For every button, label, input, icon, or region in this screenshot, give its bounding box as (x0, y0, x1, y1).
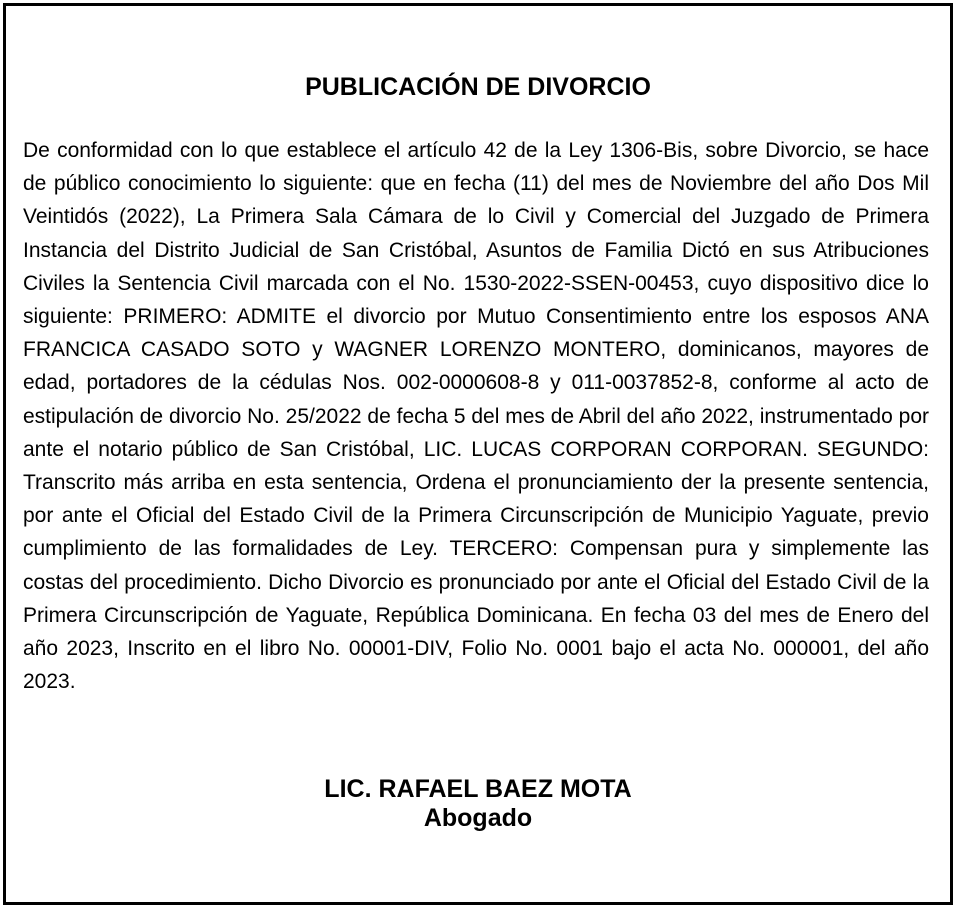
notice-title: PUBLICACIÓN DE DIVORCIO (305, 73, 651, 101)
signature-role: Abogado (423, 804, 533, 832)
notice-frame (3, 3, 953, 905)
signature-name: LIC. RAFAEL BAEZ MOTA (324, 775, 632, 803)
signature-block (6, 774, 950, 832)
notice-body: De conformidad con lo que establece el artículo 42 de la Ley 1306-Bis, sobre Divorcio, se hace de público conocimiento lo siguiente: que en fecha (11) del mes de Noviembre del año Dos Mil Veintidós (2022), La Primera Sala Cámara de lo Civil y Comercial del Juzgado de Primera Instancia del Distrito Judicial de San Cristóbal, Asuntos de Familia Dictó en sus Atribuciones Civiles la Sentencia Civil marcada con el No. 1530-2022-SSEN-00453, cuyo dispositivo dice lo siguiente: PRIMERO: ADMITE el divorcio por Mutuo Consentimiento entre los esposos ANA FRANCICA CASADO SOTO y WAGNER LORENZO MONTERO, dominicanos, mayores de edad, portadores de la cédulas Nos. 002-0000608-8 y 011-0037852-8, conforme al acto de estipulación de divorcio No. 25/2022 de fecha 5 del mes de Abril del año 2022, instrumentado por ante el notario público de San Cristóbal, LIC. LUCAS CORPORAN CORPORAN. SEGUNDO: Transcrito más arriba en esta sentencia, Ordena el pronunciamiento der la presente sentencia, por ante el Oficial del Estado Civil de la Primera Circunscripción de Municipio Yaguate, previo cumplimiento de las formalidades de Ley. TERCERO: Compensan pura y simplemente las costas del procedimiento. Dicho Divorcio es pronunciado por ante el Oficial del Estado Civil de la Primera Circunscripción de Yaguate, República Dominicana. En fecha 03 del mes de Enero del año 2023, Inscrito en el libro No. 00001-DIV, Folio No. 0001 bajo el acta No. 000001, del año 2023. (23, 139, 929, 694)
